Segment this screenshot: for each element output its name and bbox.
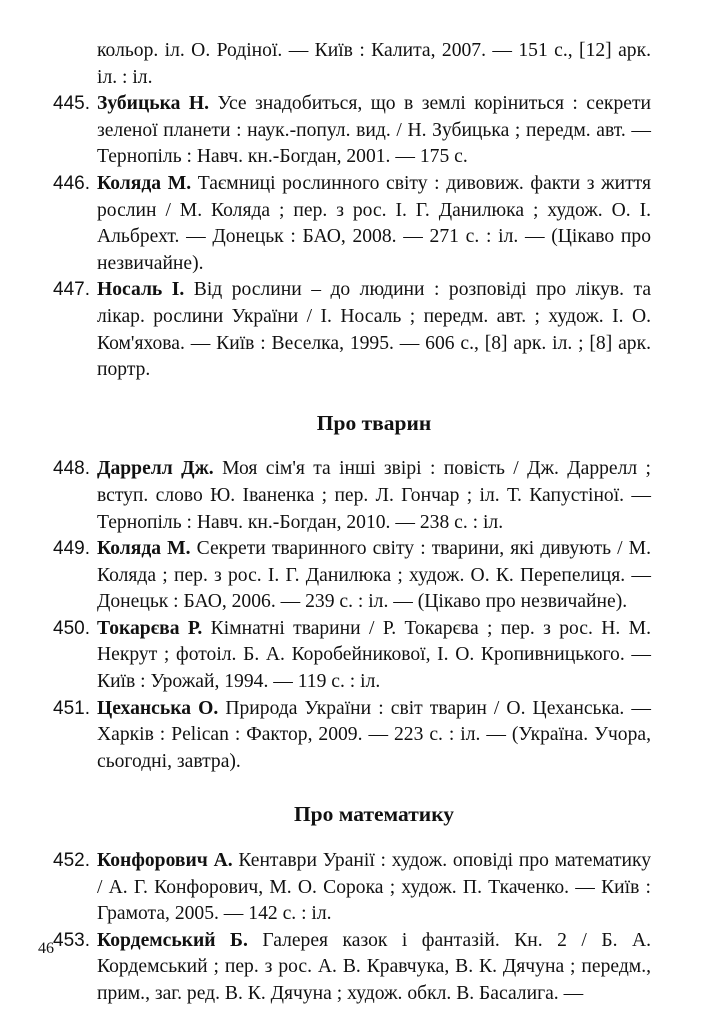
entry-body: [97, 696, 651, 776]
entry-body: [97, 91, 651, 171]
entry-number: 452.: [53, 850, 90, 872]
entry-text: Природа України : світ тварин / О. Цеханська. — Харків : Pelican : Фактор, 2009. — 223 с. : іл. — (Україна. Учора, сьогодні, завтра).: [97, 697, 651, 772]
entry-body: [97, 928, 651, 1008]
entry-446: [53, 171, 651, 277]
entry-text: Від рослини – до людини : розповіді про лікув. та лікар. рослини України / І. Носаль ; передм. авт. ; худож. І. О. Ком'яхова. — Київ : Веселка, 1995. — 606 с., [8] арк. іл. ; [8] арк. портр.: [97, 279, 652, 381]
continuation-text: кольор. іл. О. Родіної. — Київ : Калита, 2007. — 151 с., [12] арк. іл. : іл.: [97, 40, 651, 88]
entry-author: Даррелл Дж.: [97, 458, 214, 480]
entry-453: [53, 928, 651, 1008]
entry-text: Моя сім'я та інші звірі : повість / Дж. Даррелл ; вступ. слово Ю. Іваненка ; пер. Л. Гончар ; іл. Т. Капустіної. — Тернопіль : Навч. кн.-Богдан, 2010. — 238 с. : іл.: [97, 458, 651, 533]
bibliography-page: [53, 38, 651, 1008]
entry-text: Усе знадобиться, що в землі коріниться : секрети зеленої планети : наук.-попул. вид. / Н. Зубицька ; передм. авт. — Тернопіль : Навч. кн.-Богдан, 2001. — 175 с.: [97, 93, 651, 168]
entries-plants: [53, 91, 651, 384]
entry-text: Таємниці рослинного світу : дивовиж. факти з життя рослин / М. Коляда ; пер. з рос. І. Г. Данилюка ; худож. О. І. Альбрехт. — Донецьк : БАО, 2008. — 271 с. : іл. — (Цікаво про незвичайне).: [97, 172, 651, 274]
entry-450: [53, 616, 651, 696]
entry-author: Конфорович А.: [97, 850, 233, 872]
entry-number: 448.: [53, 458, 90, 480]
entry-body: [97, 171, 651, 277]
entry-body: [97, 616, 651, 696]
entry-author: Зубицька Н.: [97, 93, 209, 115]
entry-number: 451.: [53, 697, 90, 719]
entry-text: Галерея казок і фантазій. Кн. 2 / Б. А. Кордемський ; пер. з рос. А. В. Кравчука, В. К. Дячуна ; передм., прим., заг. ред. В. К. Дячуна ; худож. обкл. В. Басалига. —: [97, 929, 651, 1004]
entry-448: [53, 456, 651, 536]
page-number: 46: [38, 940, 54, 957]
entry-text: Кімнатні тварини / Р. Токарєва ; пер. з рос. Н. М. Некрут ; фотоіл. Б. А. Коробейникової, І. О. Кропивницького. — Київ : Урожай, 1994. — 119 с. : іл.: [97, 617, 651, 693]
entry-body: [97, 536, 651, 616]
entry-445: [53, 91, 651, 171]
entry-author: Носаль І.: [97, 279, 185, 301]
entry-number: 449.: [53, 538, 90, 560]
entry-author: Коляда М.: [97, 172, 192, 194]
entry-number: 445.: [53, 93, 90, 115]
entry-number: 450.: [53, 617, 90, 639]
entry-number: 453.: [53, 929, 90, 951]
entry-body: [97, 456, 651, 536]
entry-body: [97, 848, 651, 928]
entry-author: Токарєва Р.: [97, 617, 203, 639]
entry-author: Кордемський Б.: [97, 929, 248, 951]
entry-author: Коляда М.: [97, 538, 191, 560]
entry-451: [53, 696, 651, 776]
entry-449: [53, 536, 651, 616]
entry-number: 446.: [53, 172, 90, 194]
entry-447: [53, 277, 651, 383]
entries-animals: [53, 456, 651, 775]
entry-author: Цеханська О.: [97, 697, 219, 719]
entry-text: Кентаври Уранії : худож. оповіді про математику / А. Г. Конфорович, М. О. Сорока ; худож. П. Ткаченко. — Київ : Грамота, 2005. — 142 с. : іл.: [97, 850, 651, 925]
section-heading-math: Про математику: [293, 802, 455, 827]
section-heading-animals: Про тварин: [316, 410, 432, 435]
entry-text: Секрети тваринного світу : тварини, які дивують / М. Коляда ; пер. з рос. І. Г. Данилюка ; худож. О. К. Перепелиця. — Донецьк : БАО, 2006. — 239 с. : іл. — (Цікаво про незвичайне).: [97, 538, 651, 613]
entry-452: [53, 848, 651, 928]
entry-number: 447.: [53, 279, 90, 301]
entry-body: [97, 277, 651, 383]
entries-math: [53, 848, 651, 1008]
